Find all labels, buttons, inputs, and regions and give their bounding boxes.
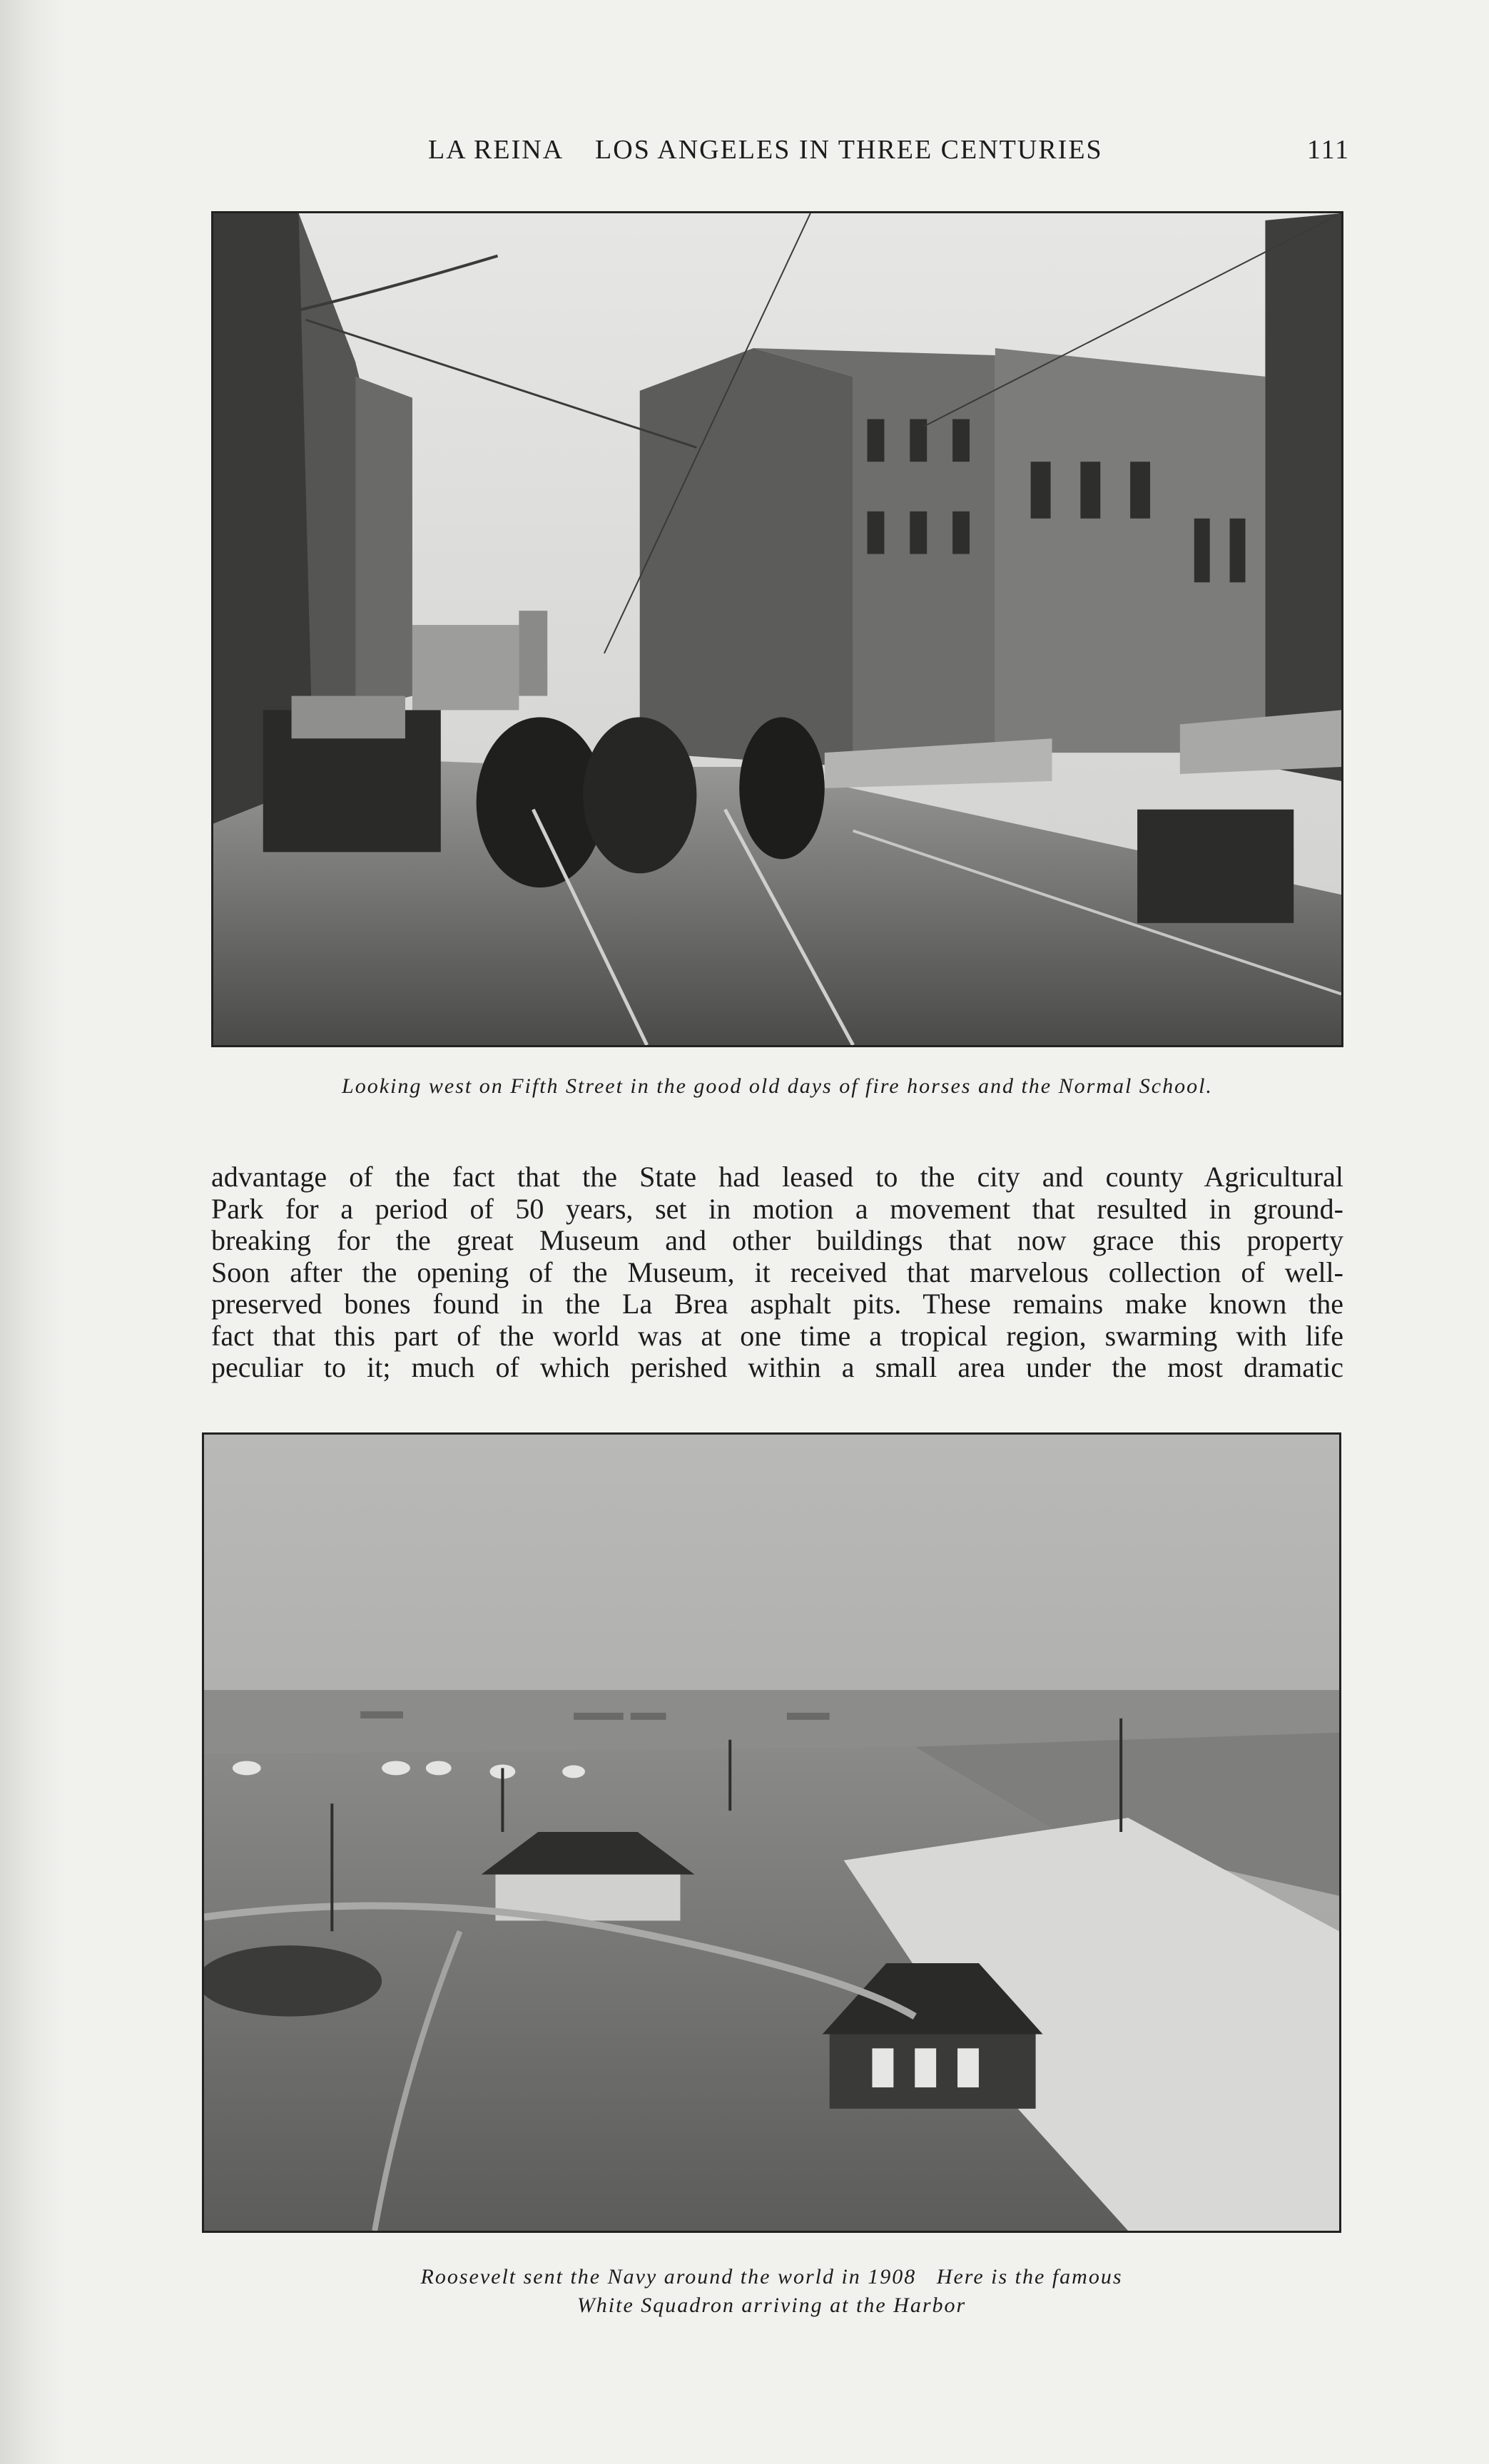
page-gutter-shadow (0, 0, 64, 2464)
bottom-caption-line: White Squadron arriving at the Harbor (576, 2294, 967, 2317)
body-line: fact that this part of the world was at one time a tropical region, swarming with life (211, 1320, 1343, 1352)
running-title: LA REINA LOS ANGELES IN THREE CENTURIES (428, 135, 1103, 165)
page-number: 111 (1307, 135, 1351, 165)
bottom-caption-line: Roosevelt sent the Navy around the world in 1908 Here is the famous (420, 2265, 1123, 2289)
body-line: Park for a period of 50 years, set in motion a movement that resulted in ground- (211, 1193, 1343, 1225)
body-line: preserved bones found in the La Brea asphalt pits. These remains make known the (211, 1288, 1343, 1320)
running-head (0, 134, 1489, 177)
bottom-photo-caption (202, 2263, 1341, 2320)
body-paragraph (211, 1161, 1343, 1384)
body-line: peculiar to it; much of which perished within a small area under the most dramatic (211, 1352, 1343, 1383)
top-photo-caption: Looking west on Fifth Street in the good old days of fire horses and the Normal School. (342, 1074, 1213, 1098)
body-line: breaking for the great Museum and other buildings that now grace this property (211, 1225, 1343, 1256)
harbor-photo (202, 1432, 1341, 2233)
body-line: advantage of the fact that the State had leased to the city and county Agricultural (211, 1161, 1343, 1193)
body-line: Soon after the opening of the Museum, it received that marvelous collection of well- (211, 1256, 1343, 1288)
street-scene-photo (211, 211, 1343, 1047)
